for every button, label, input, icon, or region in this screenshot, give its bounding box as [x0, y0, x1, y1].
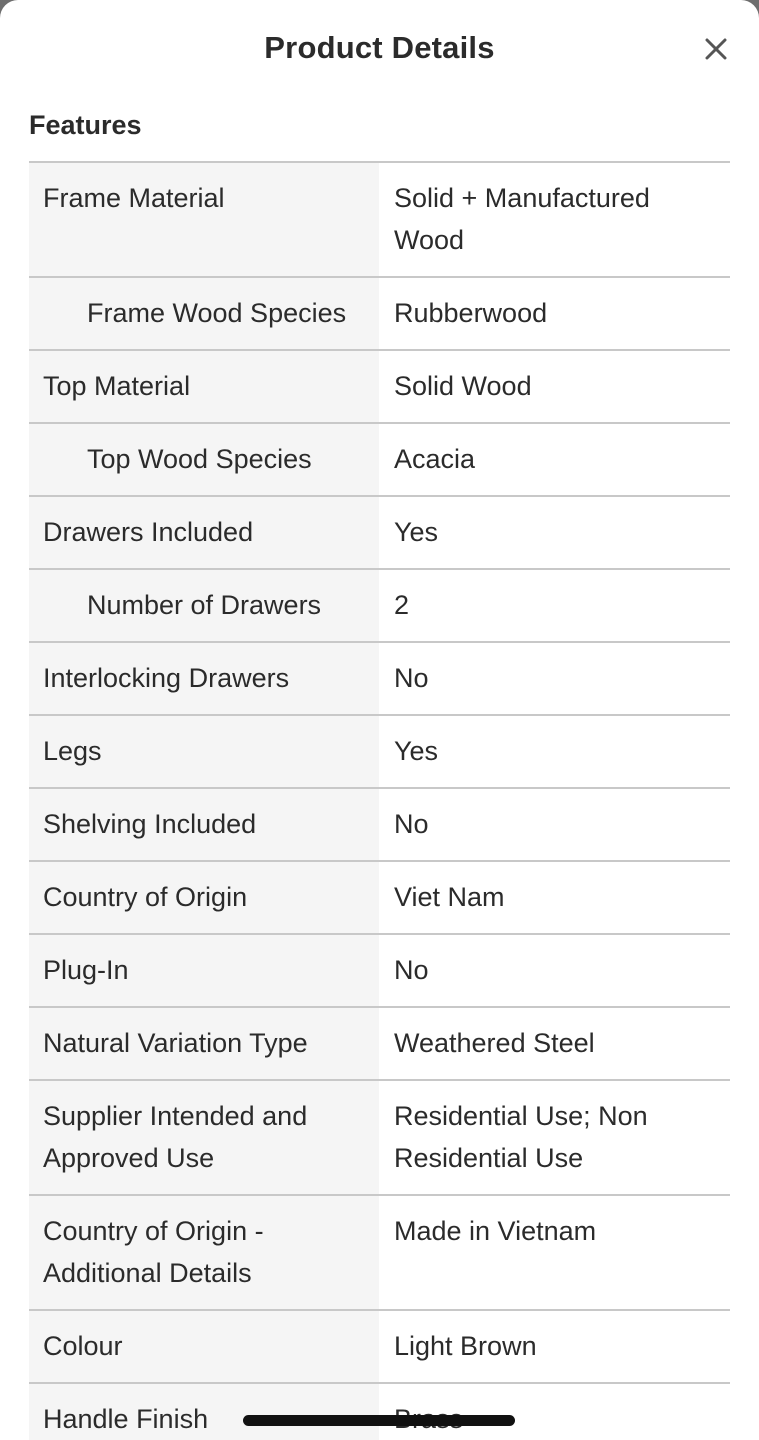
feature-label: Handle Finish: [29, 1384, 379, 1440]
table-row: [29, 1008, 730, 1081]
features-heading: Features: [29, 110, 142, 140]
feature-label: Number of Drawers: [29, 570, 379, 641]
feature-value: Solid Wood: [394, 371, 532, 401]
feature-value: Yes: [394, 736, 439, 766]
table-row: [29, 935, 730, 1008]
features-table: [29, 161, 730, 1440]
table-row: [29, 862, 730, 935]
table-row: [29, 163, 730, 278]
home-indicator: [243, 1415, 515, 1426]
table-row: [29, 1384, 730, 1440]
feature-label: Top Wood Species: [29, 424, 379, 495]
table-row: [29, 570, 730, 643]
table-row: [29, 789, 730, 862]
table-row: [29, 351, 730, 424]
feature-value: No: [394, 663, 429, 693]
table-row: [29, 497, 730, 570]
feature-label: Frame Material: [29, 163, 379, 276]
table-row: [29, 278, 730, 351]
feature-label: Supplier Intended and Approved Use: [29, 1081, 379, 1194]
feature-value: Yes: [394, 517, 439, 547]
table-row: [29, 716, 730, 789]
feature-label: Frame Wood Species: [29, 278, 379, 349]
feature-value: Light Brown: [394, 1331, 537, 1361]
close-icon: [705, 38, 727, 60]
table-row: [29, 643, 730, 716]
close-button[interactable]: [701, 34, 731, 64]
page-title: Product Details: [264, 30, 495, 65]
table-row: [29, 1196, 730, 1311]
feature-value: Viet Nam: [394, 882, 505, 912]
feature-value: Rubberwood: [394, 298, 548, 328]
feature-label: Top Material: [29, 351, 379, 422]
feature-value: Residential Use; Non Residential Use: [394, 1101, 648, 1173]
feature-value: No: [394, 955, 429, 985]
feature-label: Plug-In: [29, 935, 379, 1006]
feature-value: Solid + Manufactured Wood: [394, 183, 650, 255]
feature-label: Interlocking Drawers: [29, 643, 379, 714]
feature-value: Weathered Steel: [394, 1028, 595, 1058]
feature-value: Made in Vietnam: [394, 1216, 597, 1246]
feature-label: Shelving Included: [29, 789, 379, 860]
feature-value: [379, 1384, 730, 1440]
feature-label: Drawers Included: [29, 497, 379, 568]
sheet-header: [0, 0, 759, 104]
feature-label: Colour: [29, 1311, 379, 1382]
feature-label: Country of Origin - Additional Details: [29, 1196, 379, 1309]
table-row: [29, 424, 730, 497]
table-row: [29, 1311, 730, 1384]
table-row: [29, 1081, 730, 1196]
feature-label: Legs: [29, 716, 379, 787]
feature-value: 2: [394, 590, 410, 620]
feature-value: Acacia: [394, 444, 476, 474]
feature-label: Country of Origin: [29, 862, 379, 933]
feature-value: No: [394, 809, 429, 839]
feature-label: Natural Variation Type: [29, 1008, 379, 1079]
